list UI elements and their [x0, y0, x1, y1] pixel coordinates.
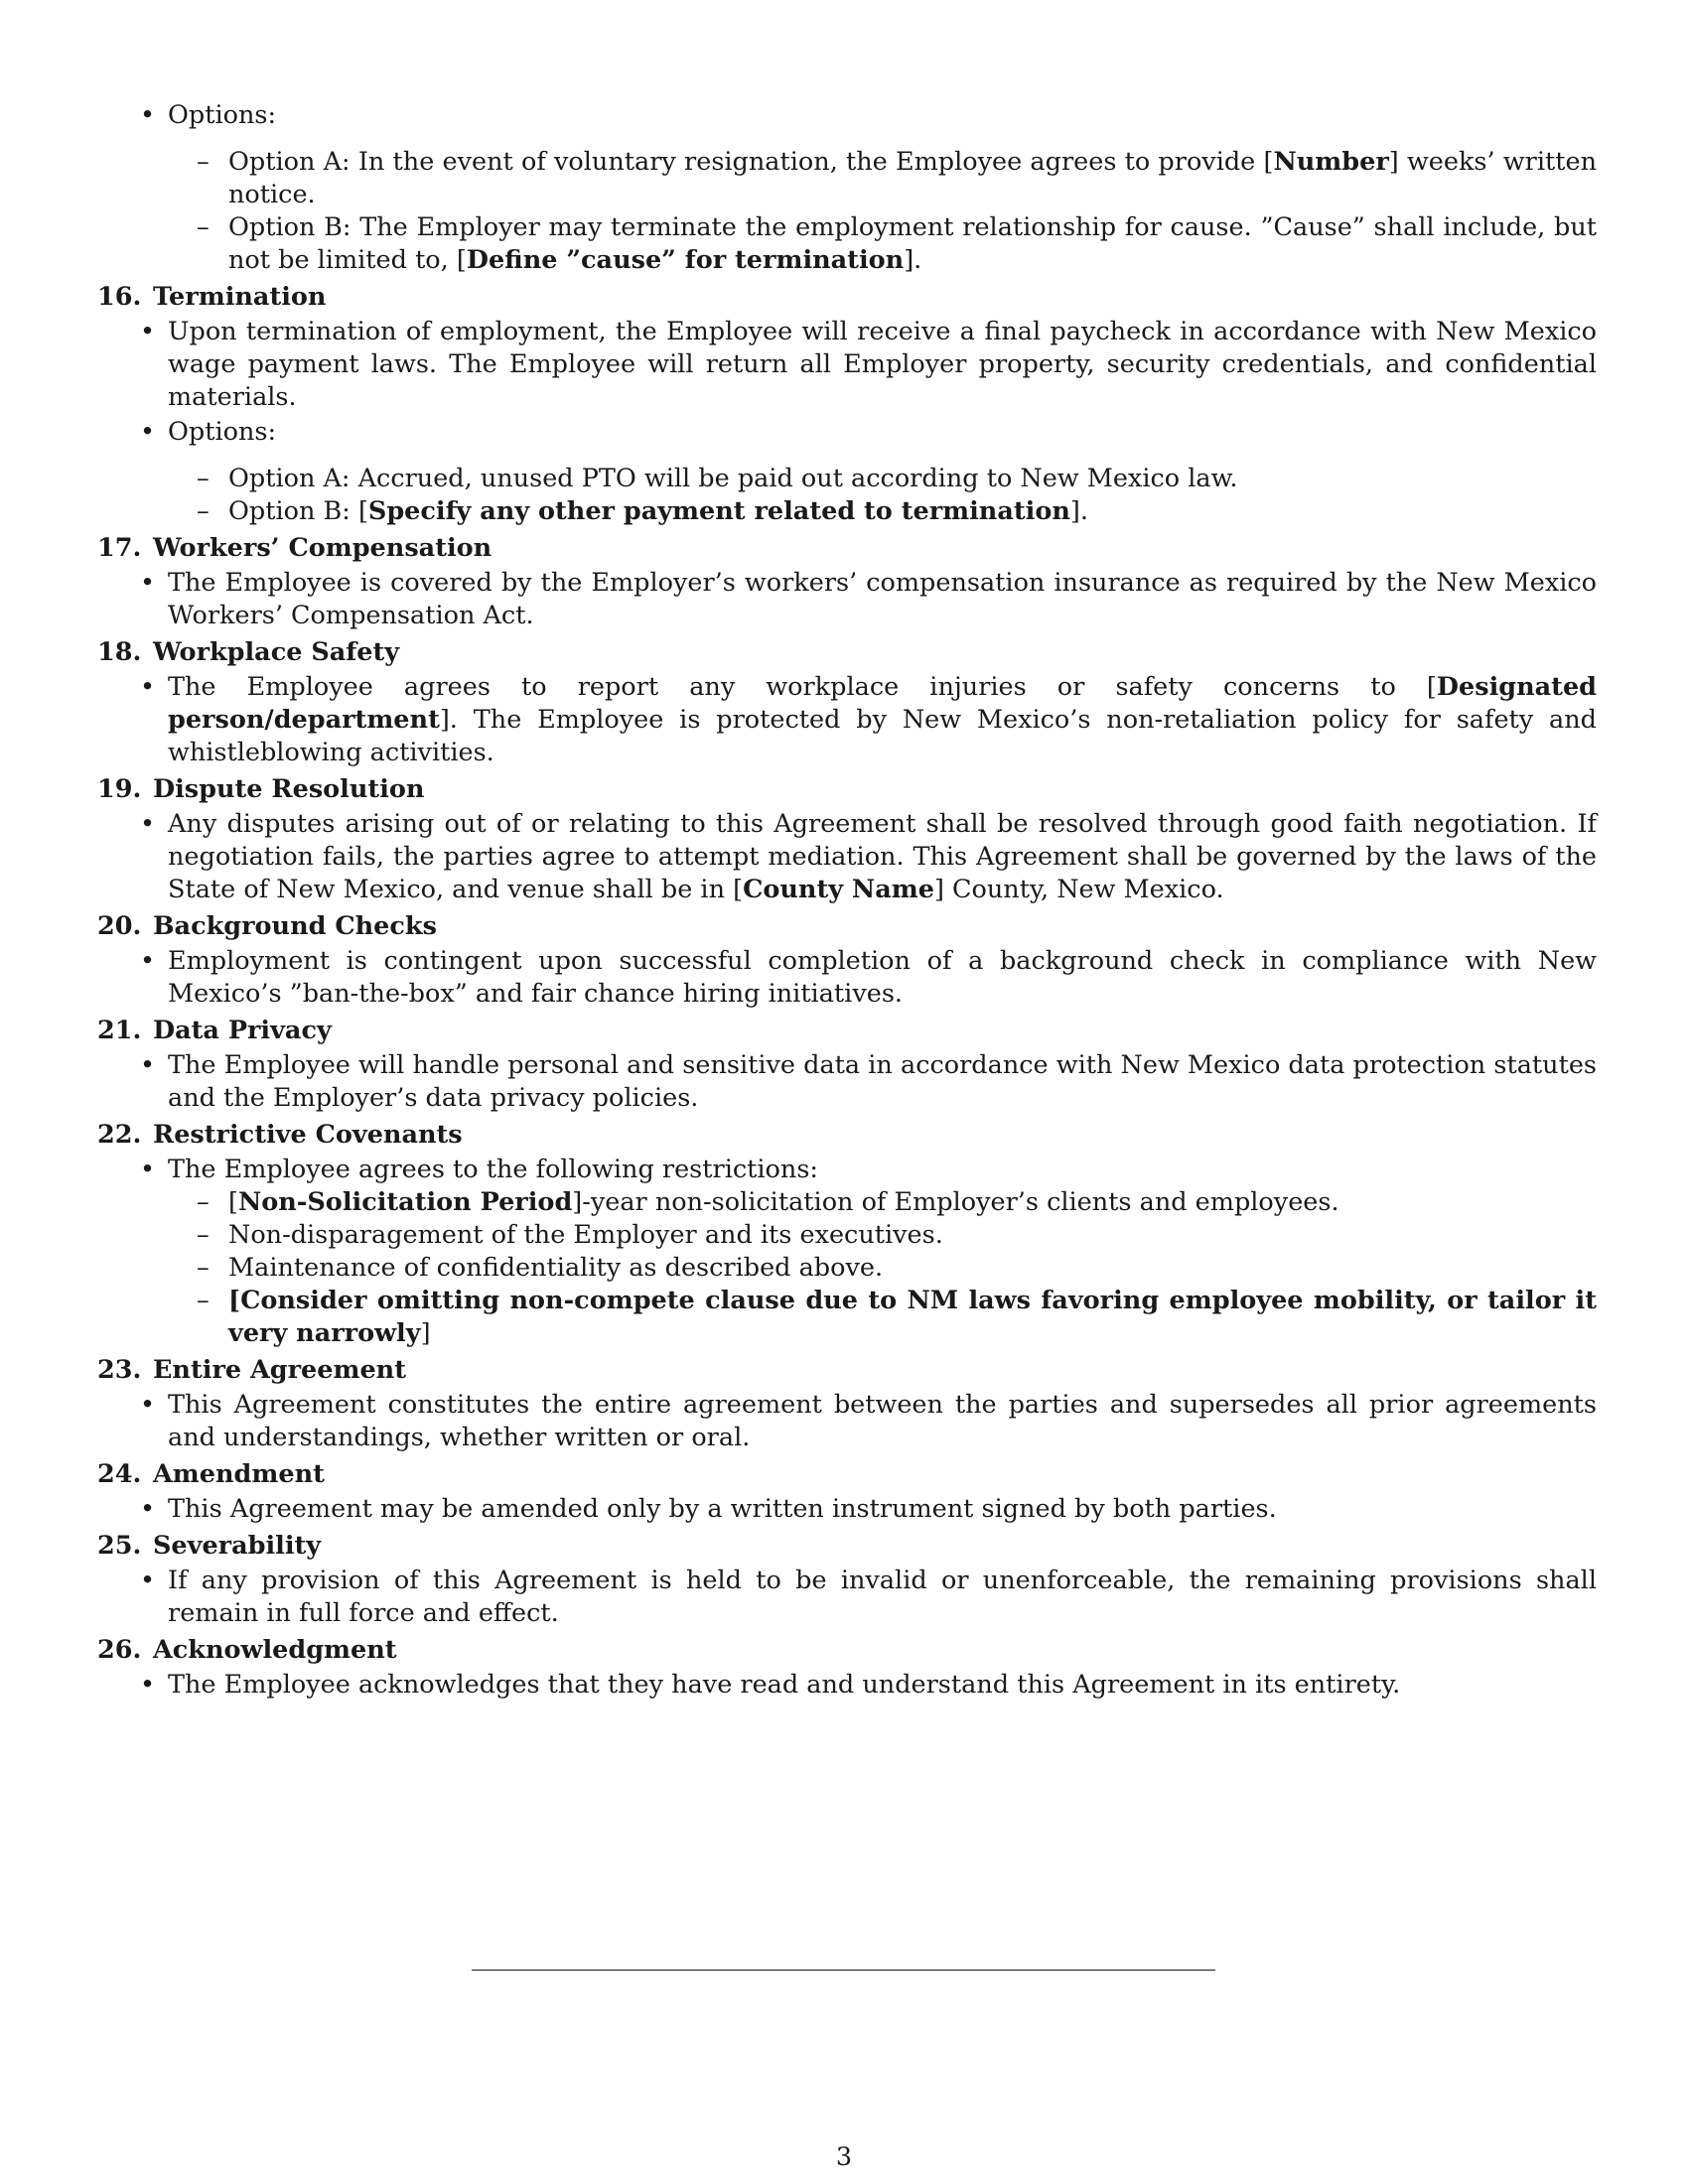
options-label: Options:: [168, 100, 277, 130]
section-heading-data-privacy: [97, 1015, 1597, 1047]
section-title: Workplace Safety: [153, 637, 400, 667]
dash-glyph: –: [197, 464, 210, 493]
bullet-glyph: •: [140, 946, 156, 976]
list-item: [97, 1154, 1597, 1186]
section-heading-restrictive-covenants: [97, 1119, 1597, 1152]
option-b-text-end: ].: [1069, 496, 1088, 526]
section-number: 26.: [97, 1635, 142, 1665]
section-title: Acknowledgment: [153, 1635, 397, 1665]
bullet-text: This Agreement constitutes the entire agreement between the parties and supersedes all prior agreements and understandings, whether written or oral.: [168, 1390, 1597, 1452]
dash-glyph: –: [197, 147, 210, 177]
dash-glyph: –: [197, 212, 210, 242]
dash-glyph: –: [197, 1220, 210, 1250]
placeholder-county-name: County Name: [743, 875, 934, 904]
bullet-glyph: •: [140, 100, 156, 130]
item-text: Maintenance of confidentiality as described above.: [228, 1253, 884, 1283]
list-item: [97, 671, 1597, 769]
section-number: 18.: [97, 637, 142, 667]
list-item: [97, 945, 1597, 1011]
page-number: 3: [835, 2142, 853, 2172]
list-item: [97, 99, 1597, 132]
placeholder-designated-person: Designated person/department: [168, 672, 1597, 735]
sub-list-item: [97, 211, 1597, 277]
sub-list-item: [97, 1285, 1597, 1350]
bullet-text-end: ]. The Employee is protected by New Mexico’s non-retaliation policy for safety and whistleblowing activities.: [168, 705, 1597, 767]
list-item: [97, 567, 1597, 632]
list-item: [97, 416, 1597, 449]
section-number: 21.: [97, 1016, 142, 1045]
section-heading-background-checks: [97, 910, 1597, 943]
dash-glyph: –: [197, 1187, 210, 1217]
option-b-text: Option B: The Employer may terminate the employment relationship for cause. ”Cause” shall include, but not be limited to, [: [228, 212, 1597, 275]
bullet-text: If any provision of this Agreement is held to be invalid or unenforceable, the remaining provisions shall remain in full force and effect.: [168, 1566, 1597, 1628]
sub-list-item: [97, 146, 1597, 211]
bullet-text: The Employee acknowledges that they have read and understand this Agreement in its entirety.: [168, 1670, 1401, 1700]
option-b-text: Option B: [: [228, 496, 368, 526]
section-number: 17.: [97, 533, 142, 563]
section-heading-termination: [97, 281, 1597, 314]
section-heading-amendment: [97, 1458, 1597, 1491]
section-title: Workers’ Compensation: [153, 533, 492, 563]
option-b-placeholder: Specify any other payment related to termination: [367, 496, 1070, 526]
sub-list-item: [97, 1186, 1597, 1219]
sub-list-item: [97, 495, 1597, 528]
options-label: Options:: [168, 417, 277, 447]
option-a-text-end: ] weeks’ written notice.: [228, 147, 1597, 209]
item-text-end: ]-year non-solicitation of Employer’s clients and employees.: [572, 1187, 1339, 1217]
option-b-placeholder: Define ”cause” for termination: [466, 245, 905, 275]
section-title: Severability: [153, 1531, 322, 1561]
list-item: [97, 1565, 1597, 1630]
option-a-text: Option A: Accrued, unused PTO will be paid out according to New Mexico law.: [228, 464, 1238, 493]
section-number: 19.: [97, 774, 142, 804]
section-number: 20.: [97, 911, 142, 941]
section-heading-workplace-safety: [97, 636, 1597, 669]
bullet-glyph: •: [140, 317, 156, 346]
section-heading-workers-compensation: [97, 532, 1597, 565]
item-text-end: ]: [420, 1318, 431, 1348]
item-text: [: [228, 1286, 241, 1315]
section-heading-dispute-resolution: [97, 773, 1597, 806]
bullet-glyph: •: [140, 1390, 156, 1420]
signature-line: [472, 1970, 1215, 1971]
bullet-glyph: •: [140, 1494, 156, 1524]
bullet-text: The Employee will handle personal and sensitive data in accordance with New Mexico data protection statutes and the Employer’s data privacy policies.: [168, 1050, 1597, 1113]
section-title: Background Checks: [153, 911, 437, 941]
bullet-glyph: •: [140, 568, 156, 598]
bullet-text: Any disputes arising out of or relating to this Agreement shall be resolved through good faith negotiation. If negotiation fails, the parties agree to attempt mediation. This Agreement shall be governed by the laws of the State of New Mexico, and venue shall be in [: [168, 809, 1597, 904]
sub-list-item: [97, 463, 1597, 495]
bullet-text: The Employee agrees to report any workplace injuries or safety concerns to [: [168, 672, 1437, 702]
document-page: [97, 99, 1597, 1702]
item-text: Non-disparagement of the Employer and its executives.: [228, 1220, 943, 1250]
section-number: 22.: [97, 1120, 142, 1150]
section-heading-acknowledgment: [97, 1634, 1597, 1667]
list-item: [97, 1389, 1597, 1454]
option-a-placeholder: Number: [1273, 147, 1389, 177]
list-item: [97, 1049, 1597, 1115]
bullet-glyph: •: [140, 809, 156, 839]
dash-glyph: –: [197, 496, 210, 526]
bullet-glyph: •: [140, 1050, 156, 1080]
bullet-text: Employment is contingent upon successful completion of a background check in compliance with New Mexico’s ”ban-the-box” and fair chance hiring initiatives.: [168, 946, 1597, 1009]
bullet-text: The Employee agrees to the following restrictions:: [168, 1155, 818, 1184]
list-item: [97, 1669, 1597, 1702]
bullet-glyph: •: [140, 1566, 156, 1595]
dash-glyph: –: [197, 1286, 210, 1315]
section-number: 25.: [97, 1531, 142, 1561]
bullet-text: Upon termination of employment, the Employee will receive a final paycheck in accordance with New Mexico wage payment laws. The Employee will return all Employer property, security credentials, and confidential materials.: [168, 317, 1597, 412]
section-heading-entire-agreement: [97, 1354, 1597, 1387]
list-item: [97, 808, 1597, 906]
bullet-text-end: ] County, New Mexico.: [933, 875, 1224, 904]
option-a-text: Option A: In the event of voluntary resignation, the Employee agrees to provide [: [228, 147, 1274, 177]
sub-list-item: [97, 1219, 1597, 1252]
section-heading-severability: [97, 1530, 1597, 1563]
bullet-text: This Agreement may be amended only by a written instrument signed by both parties.: [168, 1494, 1277, 1524]
item-text: [: [228, 1187, 238, 1217]
placeholder-non-compete-note: Consider omitting non-compete clause due to NM laws favoring employee mobility, or tailor it very narrowly: [228, 1286, 1597, 1348]
section-number: 24.: [97, 1459, 142, 1489]
section-number: 23.: [97, 1355, 142, 1385]
section-title: Dispute Resolution: [153, 774, 425, 804]
bullet-glyph: •: [140, 672, 156, 702]
dash-glyph: –: [197, 1253, 210, 1283]
section-title: Restrictive Covenants: [153, 1120, 463, 1150]
option-b-text-end: ].: [904, 245, 922, 275]
list-item: [97, 316, 1597, 414]
section-title: Termination: [153, 282, 327, 312]
section-number: 16.: [97, 282, 142, 312]
bullet-text: The Employee is covered by the Employer’s workers’ compensation insurance as required by the New Mexico Workers’ Compensation Act.: [168, 568, 1597, 630]
bullet-glyph: •: [140, 1670, 156, 1700]
bullet-glyph: •: [140, 417, 156, 447]
sub-list-item: [97, 1252, 1597, 1285]
bullet-glyph: •: [140, 1155, 156, 1184]
section-title: Entire Agreement: [153, 1355, 406, 1385]
section-title: Data Privacy: [153, 1016, 332, 1045]
list-item: [97, 1493, 1597, 1526]
placeholder-non-solicitation-period: Non-Solicitation Period: [237, 1187, 573, 1217]
section-title: Amendment: [153, 1459, 325, 1489]
